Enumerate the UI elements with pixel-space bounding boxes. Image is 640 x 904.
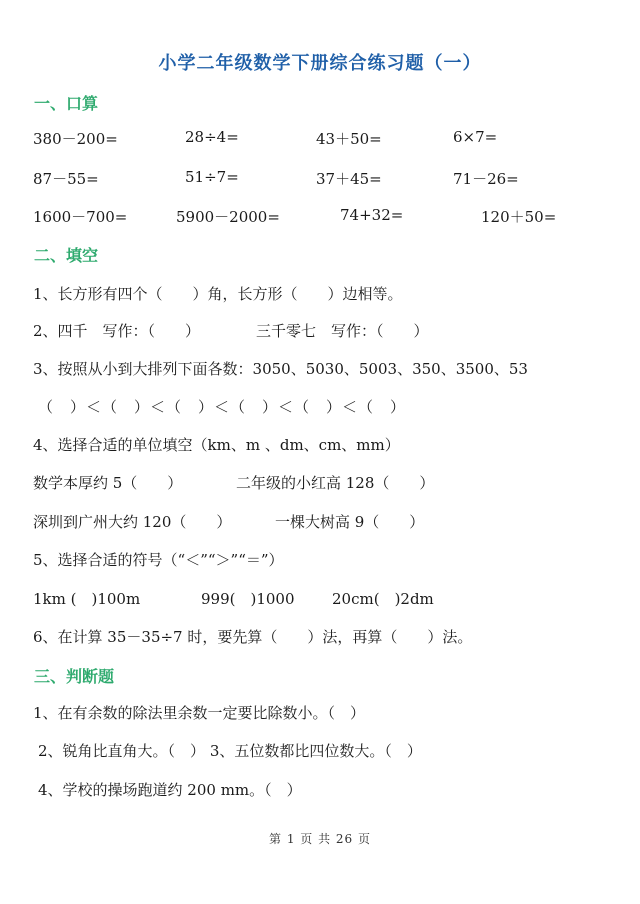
judge-question-2-3: 2、锐角比直角大。（ ） 3、五位数都比四位数大。（ ） xyxy=(38,742,422,760)
oral-item: 380－200= xyxy=(33,130,118,148)
oral-item: 1600－700= xyxy=(33,208,128,226)
page-title: 小学二年级数学下册综合练习题（一） xyxy=(158,53,482,74)
fill-question-4c: 深圳到广州大约 120（ ） xyxy=(33,513,232,531)
page-footer: 第 1 页 共 26 页 xyxy=(269,832,371,846)
section-heading-fill: 二、填空 xyxy=(34,246,99,265)
fill-question-5c: 20cm( )2dm xyxy=(332,590,434,608)
fill-question-2b: 三千零七 写作：（ ） xyxy=(256,322,429,340)
oral-item: 51÷7= xyxy=(185,168,239,186)
judge-question-4: 4、学校的操场跑道约 200 mm。（ ） xyxy=(38,781,302,799)
oral-item: 71－26= xyxy=(453,170,519,188)
fill-question-3: 3、按照从小到大排列下面各数：3050、5030、5003、350、3500、53 xyxy=(33,360,528,378)
oral-item: 5900－2000= xyxy=(176,208,280,226)
fill-question-4d: 一棵大树高 9（ ） xyxy=(275,513,425,531)
oral-item: 37＋45= xyxy=(316,170,382,188)
oral-item: 120＋50= xyxy=(481,208,557,226)
fill-question-5a: 1km ( )100m xyxy=(33,590,141,608)
fill-question-6: 6、在计算 35－35÷7 时，要先算（ ）法，再算（ ）法。 xyxy=(33,628,473,646)
fill-question-4: 4、选择合适的单位填空（km、m 、dm、cm、mm） xyxy=(33,436,400,454)
fill-question-2a: 2、四千 写作：（ ） xyxy=(33,322,201,340)
oral-item: 43＋50= xyxy=(316,130,382,148)
section-heading-judge: 三、判断题 xyxy=(34,667,115,686)
fill-question-4b: 二年级的小红高 128（ ） xyxy=(236,474,435,492)
oral-item: 87－55= xyxy=(33,170,99,188)
oral-item: 28÷4= xyxy=(185,128,239,146)
oral-item: 74+32= xyxy=(340,206,404,224)
fill-question-3-blanks: （ ）＜（ ）＜（ ）＜（ ）＜（ ）＜（ ） xyxy=(38,398,407,416)
fill-question-5: 5、选择合适的符号（“＜”“＞”“＝”） xyxy=(33,551,284,569)
fill-question-1: 1、长方形有四个（ ）角，长方形（ ）边相等。 xyxy=(33,285,403,303)
oral-item: 6×7= xyxy=(453,128,498,146)
fill-question-5b: 999( )1000 xyxy=(201,590,295,608)
section-heading-oral: 一、口算 xyxy=(34,94,99,113)
fill-question-4a: 数学本厚约 5（ ） xyxy=(33,474,183,492)
judge-question-1: 1、在有余数的除法里余数一定要比除数小。（ ） xyxy=(33,704,366,722)
